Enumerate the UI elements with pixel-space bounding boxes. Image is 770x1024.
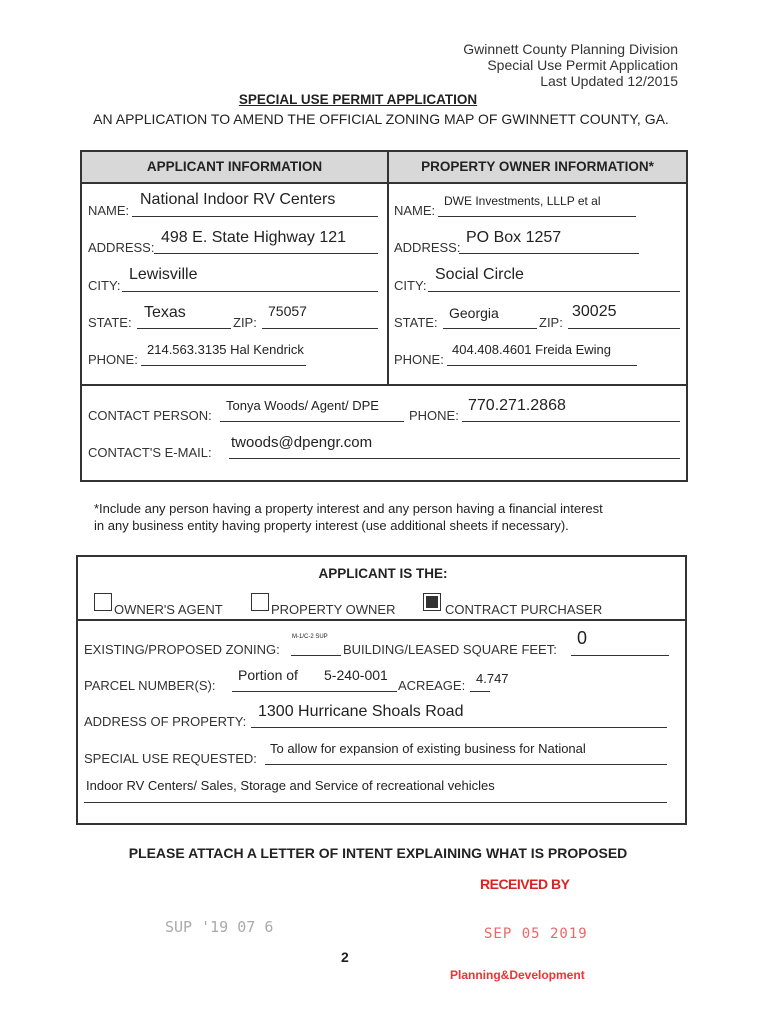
contact-email-line bbox=[229, 458, 680, 459]
owner-address-line bbox=[459, 253, 639, 254]
form-name: Special Use Permit Application bbox=[487, 57, 678, 73]
parcel-label: PARCEL NUMBER(S): bbox=[84, 678, 216, 693]
property-address-line bbox=[251, 727, 667, 728]
contract-purchaser-label: CONTRACT PURCHASER bbox=[445, 602, 603, 617]
property-address-label: ADDRESS OF PROPERTY: bbox=[84, 714, 247, 729]
applicant-address-line bbox=[154, 253, 378, 254]
applicant-state-line bbox=[137, 328, 231, 329]
division-name: Gwinnett County Planning Division bbox=[463, 41, 678, 57]
owner-name-line bbox=[438, 216, 636, 217]
owner-address-field[interactable]: PO Box 1257 bbox=[466, 229, 562, 246]
owner-phone-field[interactable]: 404.408.4601 Freida Ewing bbox=[452, 342, 612, 357]
contact-phone-line bbox=[462, 421, 680, 422]
applicant-address-field[interactable]: 498 E. State Highway 121 bbox=[161, 229, 347, 246]
applicant-city-label: CITY: bbox=[88, 278, 121, 293]
applicant-is-heading: APPLICANT IS THE: bbox=[318, 566, 448, 581]
footnote-line-1: *Include any person having a property interest and any person having a financial interest bbox=[94, 501, 603, 516]
special-use-field-line-1[interactable]: To allow for expansion of existing business for National bbox=[270, 741, 586, 756]
owner-state-field[interactable]: Georgia bbox=[449, 305, 499, 321]
sqft-field[interactable]: 0 bbox=[577, 628, 588, 648]
zoning-label: EXISTING/PROPOSED ZONING: bbox=[84, 642, 280, 657]
applicant-phone-line bbox=[141, 365, 306, 366]
applicant-zip-field[interactable]: 75057 bbox=[268, 303, 307, 319]
contact-email-label: CONTACT'S E-MAIL: bbox=[88, 445, 212, 460]
parcel-prefix[interactable]: Portion of bbox=[238, 667, 298, 683]
applicant-zip-label: ZIP: bbox=[233, 315, 257, 330]
page-number: 2 bbox=[341, 949, 349, 965]
applicant-state-field[interactable]: Texas bbox=[144, 304, 186, 321]
applicant-address-label: ADDRESS: bbox=[88, 240, 155, 255]
zoning-field[interactable]: M-1/C-2 SUP bbox=[292, 634, 328, 640]
attach-letter-note: PLEASE ATTACH A LETTER OF INTENT EXPLAINING WHAT IS PROPOSED bbox=[128, 845, 628, 861]
applicant-city-field[interactable]: Lewisville bbox=[129, 266, 198, 283]
footnote-line-2: in any business entity having property interest (use additional sheets if necessary). bbox=[94, 518, 569, 533]
owner-city-line bbox=[428, 291, 680, 292]
applicant-name-line bbox=[132, 216, 378, 217]
contact-person-line bbox=[220, 421, 404, 422]
applicant-info-heading: APPLICANT INFORMATION bbox=[82, 152, 387, 184]
parcel-line bbox=[232, 691, 397, 692]
owner-zip-label: ZIP: bbox=[539, 315, 563, 330]
received-stamp: RECEIVED BY bbox=[480, 876, 570, 892]
applicant-name-field[interactable]: National Indoor RV Centers bbox=[140, 191, 336, 208]
owners-agent-label: OWNER'S AGENT bbox=[114, 602, 223, 617]
acreage-label: ACREAGE: bbox=[398, 678, 466, 693]
applicant-state-label: STATE: bbox=[88, 315, 132, 330]
owner-state-label: STATE: bbox=[394, 315, 438, 330]
contact-person-field[interactable]: Tonya Woods/ Agent/ DPE bbox=[226, 398, 379, 413]
contract-purchaser-checkbox[interactable] bbox=[423, 593, 441, 611]
contact-phone-field[interactable]: 770.271.2868 bbox=[468, 397, 566, 414]
special-use-line-1 bbox=[265, 764, 667, 765]
page-subtitle: AN APPLICATION TO AMEND THE OFFICIAL ZONING MAP OF GWINNETT COUNTY, GA. bbox=[93, 111, 669, 127]
special-use-field-line-2[interactable]: Indoor RV Centers/ Sales, Storage and Service of recreational vehicles bbox=[86, 778, 495, 793]
owner-name-field[interactable]: DWE Investments, LLLP et al bbox=[444, 194, 601, 208]
owner-name-label: NAME: bbox=[394, 203, 436, 218]
applicant-phone-field[interactable]: 214.563.3135 Hal Kendrick bbox=[147, 342, 304, 357]
applicant-name-label: NAME: bbox=[88, 203, 130, 218]
owner-city-field[interactable]: Social Circle bbox=[435, 266, 524, 283]
owners-agent-checkbox[interactable] bbox=[94, 593, 112, 611]
planning-development-stamp: Planning&Development bbox=[450, 968, 585, 982]
owner-phone-line bbox=[447, 365, 637, 366]
property-address-field[interactable]: 1300 Hurricane Shoals Road bbox=[258, 703, 464, 720]
sqft-label: BUILDING/LEASED SQUARE FEET: bbox=[343, 642, 557, 657]
zoning-line bbox=[291, 655, 341, 656]
document-header bbox=[463, 41, 678, 89]
sqft-line bbox=[571, 655, 669, 656]
owner-city-label: CITY: bbox=[394, 278, 427, 293]
contact-phone-label: PHONE: bbox=[409, 408, 459, 423]
owner-zip-field[interactable]: 30025 bbox=[572, 303, 617, 320]
received-date-stamp: SEP 05 2019 bbox=[484, 926, 588, 942]
owner-phone-label: PHONE: bbox=[394, 352, 444, 367]
contact-person-label: CONTACT PERSON: bbox=[88, 408, 212, 423]
applicant-phone-label: PHONE: bbox=[88, 352, 138, 367]
applicant-city-line bbox=[122, 291, 378, 292]
special-use-label: SPECIAL USE REQUESTED: bbox=[84, 751, 257, 766]
parcel-field[interactable]: 5-240-001 bbox=[324, 667, 388, 683]
contact-email-field[interactable]: twoods@dpengr.com bbox=[231, 434, 373, 451]
acreage-field[interactable]: 4.747 bbox=[476, 671, 509, 686]
special-use-line-2 bbox=[84, 802, 667, 803]
applicant-type-divider bbox=[78, 619, 685, 621]
case-number-stamp: SUP '19 07 6 bbox=[165, 918, 274, 936]
column-divider bbox=[387, 152, 389, 384]
owner-info-heading: PROPERTY OWNER INFORMATION* bbox=[387, 152, 686, 184]
owner-address-label: ADDRESS: bbox=[394, 240, 461, 255]
property-owner-label: PROPERTY OWNER bbox=[271, 602, 396, 617]
page-title: SPECIAL USE PERMIT APPLICATION bbox=[238, 92, 478, 107]
applicant-zip-line bbox=[262, 328, 378, 329]
owner-state-line bbox=[443, 328, 537, 329]
last-updated: Last Updated 12/2015 bbox=[540, 73, 678, 89]
footnote bbox=[94, 500, 694, 534]
acreage-line bbox=[470, 691, 490, 692]
owner-zip-line bbox=[568, 328, 680, 329]
property-owner-checkbox[interactable] bbox=[251, 593, 269, 611]
contact-section bbox=[80, 386, 688, 482]
